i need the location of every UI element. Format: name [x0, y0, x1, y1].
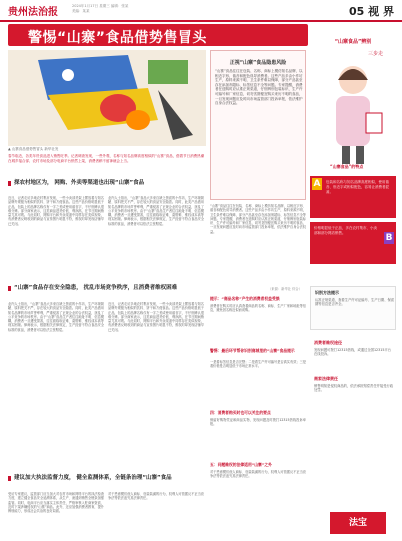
tip-box-a: [310, 176, 396, 218]
cartoon-drawing-icon: [8, 50, 206, 146]
section-heading-1: 探农村地区为， 网购、外卖等渠道也出现“山寨”食品: [14, 180, 145, 186]
sidebar-heading: 正视“山寨”食品隐患风险: [229, 60, 287, 66]
sidebar-body: “山寨”食品往往在包装、名称、商标上模仿知名品牌，以相近字形、谐音和配色误导消费者。这些产品多由小作坊生产，原料来源不明，卫生条件难以保障，部分产品甚至存在添加剂超标、标签信息不全等问题。专家提醒，消费者在选购时应认准正规渠道，仔细辨别包装标识、生产许可编号和厂家信息，切勿贪图便宜购买来历不明的食品，一旦发现问题应及时向市场监管部门投诉举报，依法维护自身合法权益。: [215, 69, 303, 106]
identify-tip-title: 识别方法提示: [315, 290, 339, 295]
right-text-block: “山寨”食品往往在包装、名称、商标上模仿知名品牌，以相近字形、谐音和配色误导消费者。这些产品多由小作坊生产，原料来源不明，卫生条件难以保障，部分产品甚至存在添加剂超标、标签信息不全等问题。专家提醒，消费者在选购时应认准正规渠道，仔细辨别包装标识、生产许可编号和厂家信息，切勿贪图便宜购买来历不明的食品，一旦发现问题应及时向市场监管部门投诉举报，依法维护自身合法权益。: [210, 204, 306, 234]
section-marker: [8, 286, 11, 291]
mid-text-3: 保留好购物凭证和商品实物，发现问题及时拨打12315热线投诉举报。: [210, 418, 306, 427]
section-text-1b: 业内人士指出，“山寨”食品大多来自缺乏资质的小作坊，生产环境简陋、原料把关不严，存在较大的食品安全隐患。同时，此类产品借用知名品牌的市场声誉牟利，严重侵害了正规企业的合法权益，扰乱了公平竞争的市场秩序。由于“山寨”食品生产者往往地址不明、信息模糊，消费者一旦遭受损害，往往面临取证难、索赔难、维权成本高等现实困境。律师表示，根据相关法律规定，生产经营不符合食品安全标准的食品，消费者可以依法主张赔偿。: [108, 196, 204, 226]
liability-text: 销售明知是侵权商品的，依法承担赔偿责任并接受行政处罚。: [314, 384, 394, 393]
lead-paragraph: 春节临近，各类年货食品进入销售旺季。记者调查发现，一些外观、名称与知名品牌高度相似的“山寨”食品，借着节日消费热潮在城乡接合部、农村市场及部分电商平台悄然上架，消费者稍不留神就会上当。: [8, 154, 205, 163]
mid-heading-4: 五：问题维权的法律适用“山寨”之外: [210, 462, 272, 467]
rights-text: 发现问题可拨打12315热线，或通过全国12315平台在线投诉。: [314, 348, 392, 357]
section-text-2b: 近日，记者走访多地农村集市发现，一些小卖部货架上摆放着与知名品牌外观极为相似的饮料、饼干和方便食品。这些产品价格明显低于正品，包装上的品牌名称仅有一字之差或使用谐音字，不仔细辨认很难分辨。部分商家表示，这类商品进货价低、利润高，在节日期间销量尤其可观。与此同时，网购平台和外卖渠道中同样存在类似现象，有消费者反映收到的商品与宣传图片明显不符，维权时却发现店铺早已关闭。: [108, 302, 204, 332]
mid-heading-2: 警惕：最后环节帮你识别商城里的“山寨”食品提示: [210, 348, 295, 353]
issue-date: 2024年1月17日 星期三 编辑：张某 美编：某某: [72, 4, 129, 13]
feature-tag: “山寨食品”的特点: [330, 164, 364, 169]
right-sidebar-title: “山寨食品”辨别: [334, 39, 372, 45]
law-treasure-badge: 法宝: [330, 512, 386, 534]
letter-b-badge: B: [385, 233, 393, 243]
section-marker: [8, 476, 11, 481]
mid-text-2: 一是看标签信息是否完整；二是看生产许可编号是否真实有效；三是看价格是否明显低于市场正常水平。: [210, 360, 306, 369]
identify-tip-text: 认准正规渠道，查看生产许可证编号、生产日期、保质期等信息是否齐全。: [315, 298, 395, 307]
cartoon-caption: ▲ 山寨食品借势售冒头 新华社发: [8, 147, 59, 151]
right-sidebar-subtitle: 三步走: [368, 51, 384, 57]
sidebar-box: [210, 50, 306, 200]
masthead: [0, 0, 402, 22]
section-heading-2: “山寨”食品存在安全隐患， 扰乱市场竞争秩序，且消费者维权困难: [14, 285, 178, 291]
section-text-3b: 对于恶意模仿他人商标、包装装潢的行为，权利人可依据反不正当竞争法等依法追究其法律责任。: [108, 492, 204, 501]
mid-text-1: 消费者在购买时应认真查看商品的名称、商标、生产厂家和地址等信息，避免因名称近似而误购。: [210, 304, 306, 313]
letter-a-badge: A: [313, 179, 321, 189]
mid-heading-1: 提示：“商品名称”产生的消费者权益受损: [210, 296, 280, 301]
byline: （来源：新华社 综合）: [268, 287, 303, 291]
section-text-1: 近日，记者走访多地农村集市发现，一些小卖部货架上摆放着与知名品牌外观极为相似的饮料、饼干和方便食品。这些产品价格明显低于正品，包装上的品牌名称仅有一字之差或使用谐音字，不仔细辨认很难分辨。部分商家表示，这类商品进货价低、利润高，在节日期间销量尤其可观。与此同时，网购平台和外卖渠道中同样存在类似现象，有消费者反映收到的商品与宣传图片明显不符，维权时却发现店铺早已关闭。: [8, 196, 104, 226]
headline-title: 警惕“山寨”食品借势售冒头: [28, 30, 207, 46]
liability-heading: 商家法律责任: [314, 376, 338, 381]
rights-heading: 消费者维权途径: [314, 340, 342, 345]
shopper-illustration-icon: [318, 58, 388, 168]
tip-box-a-text: 包装和名称与知名品牌高度相似，使用谐音、形近字或相似配色，容易让消费者混淆。: [326, 180, 389, 194]
tip-box-b: [310, 222, 396, 264]
paper-name: 贵州法治报: [8, 7, 58, 18]
headline-banner: [8, 24, 308, 46]
right-sidebar: [310, 24, 396, 536]
section-marker: [8, 181, 11, 186]
mid-heading-3: 四：消费者购买时也可以关注的要点: [210, 410, 271, 415]
mid-text-4: 对于恶意模仿他人商标、包装装潢的行为，权利人可依据反不正当竞争法等依法追究其法律责任。: [210, 470, 306, 479]
cartoon-illustration: [8, 50, 206, 146]
section-text-3: 受访专家建议，监管部门应当加大对农村市场和网络平台的执法检查力度，建立健全食品安全追溯体系，从生产、流通到销售全链条加强监管。同时，电商平台应当落实主体责任，严格审核入驻商家资质，及时下架涉嫌侵权的“山寨”商品。此外，还应加强消费者教育，提升辨别能力，形成社会共治的良好局面。: [8, 492, 104, 514]
page-label: 05 视 界: [349, 5, 394, 18]
section-heading-3: 建议加大执法监督力度， 健全监测体系，全链条治理“山寨”食品: [14, 475, 172, 481]
section-text-2: 业内人士指出，“山寨”食品大多来自缺乏资质的小作坊，生产环境简陋、原料把关不严，存在较大的食品安全隐患。同时，此类产品借用知名品牌的市场声誉牟利，严重侵害了正规企业的合法权益，扰乱了公平竞争的市场秩序。由于“山寨”食品生产者往往地址不明、信息模糊，消费者一旦遭受损害，往往面临取证难、索赔难、维权成本高等现实困境。律师表示，根据相关法律规定，生产经营不符合食品安全标准的食品，消费者可以依法主张赔偿。: [8, 302, 104, 332]
tip-box-b-text: 价格明显低于正品，多在农村集市、小卖部和部分网店销售。: [314, 226, 377, 235]
identify-tip-box: [310, 286, 396, 330]
